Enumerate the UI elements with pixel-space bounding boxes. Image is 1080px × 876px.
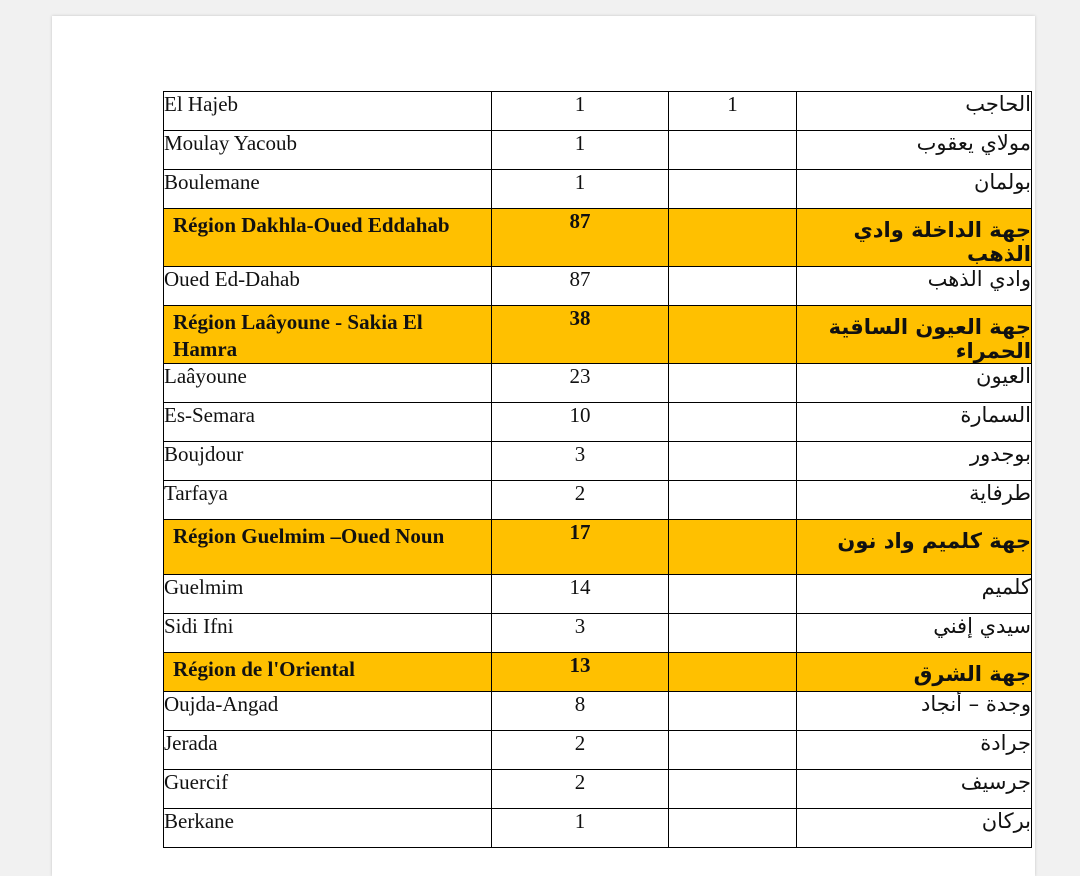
document-page (52, 16, 1035, 876)
name-ar-cell: مولاي يعقوب (797, 131, 1032, 170)
name-ar-cell: جرادة (797, 731, 1032, 770)
region-row (164, 520, 1032, 575)
region-row (164, 209, 1032, 267)
table-row (164, 731, 1032, 770)
count-secondary-cell: 1 (669, 92, 797, 131)
name-fr-cell: Jerada (164, 731, 492, 770)
count-cell: 14 (492, 575, 669, 614)
name-fr-cell: Moulay Yacoub (164, 131, 492, 170)
table-row (164, 442, 1032, 481)
count-cell: 10 (492, 403, 669, 442)
name-fr-cell: Oued Ed-Dahab (164, 267, 492, 306)
name-ar-cell: السمارة (797, 403, 1032, 442)
count-cell: 3 (492, 442, 669, 481)
count-secondary-cell (669, 809, 797, 848)
count-cell: 2 (492, 770, 669, 809)
name-fr-cell: Région Dakhla-Oued Eddahab (164, 209, 492, 267)
name-fr-cell: El Hajeb (164, 92, 492, 131)
count-cell: 8 (492, 692, 669, 731)
name-fr-cell: Sidi Ifni (164, 614, 492, 653)
table-row (164, 770, 1032, 809)
count-cell: 1 (492, 170, 669, 209)
table-row (164, 575, 1032, 614)
count-secondary-cell (669, 403, 797, 442)
region-row (164, 306, 1032, 364)
table-row (164, 403, 1032, 442)
table-row (164, 692, 1032, 731)
count-cell: 87 (492, 209, 669, 267)
table-row (164, 364, 1032, 403)
count-secondary-cell (669, 170, 797, 209)
name-fr-cell: Laâyoune (164, 364, 492, 403)
count-secondary-cell (669, 442, 797, 481)
count-secondary-cell (669, 731, 797, 770)
region-cases-table (163, 91, 1032, 848)
count-cell: 13 (492, 653, 669, 692)
count-secondary-cell (669, 653, 797, 692)
name-fr-cell: Boujdour (164, 442, 492, 481)
name-ar-cell: بولمان (797, 170, 1032, 209)
count-cell: 2 (492, 731, 669, 770)
name-fr-cell: Région de l'Oriental (164, 653, 492, 692)
count-cell: 38 (492, 306, 669, 364)
name-fr-cell: Guercif (164, 770, 492, 809)
count-cell: 87 (492, 267, 669, 306)
count-secondary-cell (669, 520, 797, 575)
name-ar-cell: جهة الشرق (797, 653, 1032, 692)
name-fr-cell: Es-Semara (164, 403, 492, 442)
count-secondary-cell (669, 131, 797, 170)
name-fr-cell: Guelmim (164, 575, 492, 614)
count-secondary-cell (669, 481, 797, 520)
table-row (164, 131, 1032, 170)
name-ar-cell: وادي الذهب (797, 267, 1032, 306)
name-ar-cell: وجدة – أنجاد (797, 692, 1032, 731)
count-secondary-cell (669, 692, 797, 731)
name-fr-cell: Boulemane (164, 170, 492, 209)
name-ar-cell: جهة الداخلة وادي الذهب (797, 209, 1032, 267)
name-ar-cell: بركان (797, 809, 1032, 848)
count-secondary-cell (669, 614, 797, 653)
count-secondary-cell (669, 267, 797, 306)
count-secondary-cell (669, 770, 797, 809)
name-fr-cell: Région Laâyoune - Sakia El Hamra (164, 306, 492, 364)
table-row (164, 92, 1032, 131)
table-row (164, 267, 1032, 306)
count-secondary-cell (669, 306, 797, 364)
name-ar-cell: الحاجب (797, 92, 1032, 131)
count-cell: 17 (492, 520, 669, 575)
name-ar-cell: جهة كلميم واد نون (797, 520, 1032, 575)
count-cell: 23 (492, 364, 669, 403)
count-secondary-cell (669, 364, 797, 403)
count-cell: 1 (492, 131, 669, 170)
count-cell: 1 (492, 809, 669, 848)
name-fr-cell: Région Guelmim –Oued Noun (164, 520, 492, 575)
name-fr-cell: Tarfaya (164, 481, 492, 520)
count-cell: 1 (492, 92, 669, 131)
name-ar-cell: بوجدور (797, 442, 1032, 481)
name-ar-cell: طرفاية (797, 481, 1032, 520)
table-row (164, 809, 1032, 848)
name-ar-cell: العيون (797, 364, 1032, 403)
count-secondary-cell (669, 209, 797, 267)
count-cell: 3 (492, 614, 669, 653)
name-fr-cell: Oujda-Angad (164, 692, 492, 731)
region-row (164, 653, 1032, 692)
count-secondary-cell (669, 575, 797, 614)
name-ar-cell: جهة العيون الساقية الحمراء (797, 306, 1032, 364)
count-cell: 2 (492, 481, 669, 520)
table-row (164, 481, 1032, 520)
name-fr-cell: Berkane (164, 809, 492, 848)
table-row (164, 170, 1032, 209)
name-ar-cell: سيدي إفني (797, 614, 1032, 653)
table-row (164, 614, 1032, 653)
name-ar-cell: كلميم (797, 575, 1032, 614)
name-ar-cell: جرسيف (797, 770, 1032, 809)
